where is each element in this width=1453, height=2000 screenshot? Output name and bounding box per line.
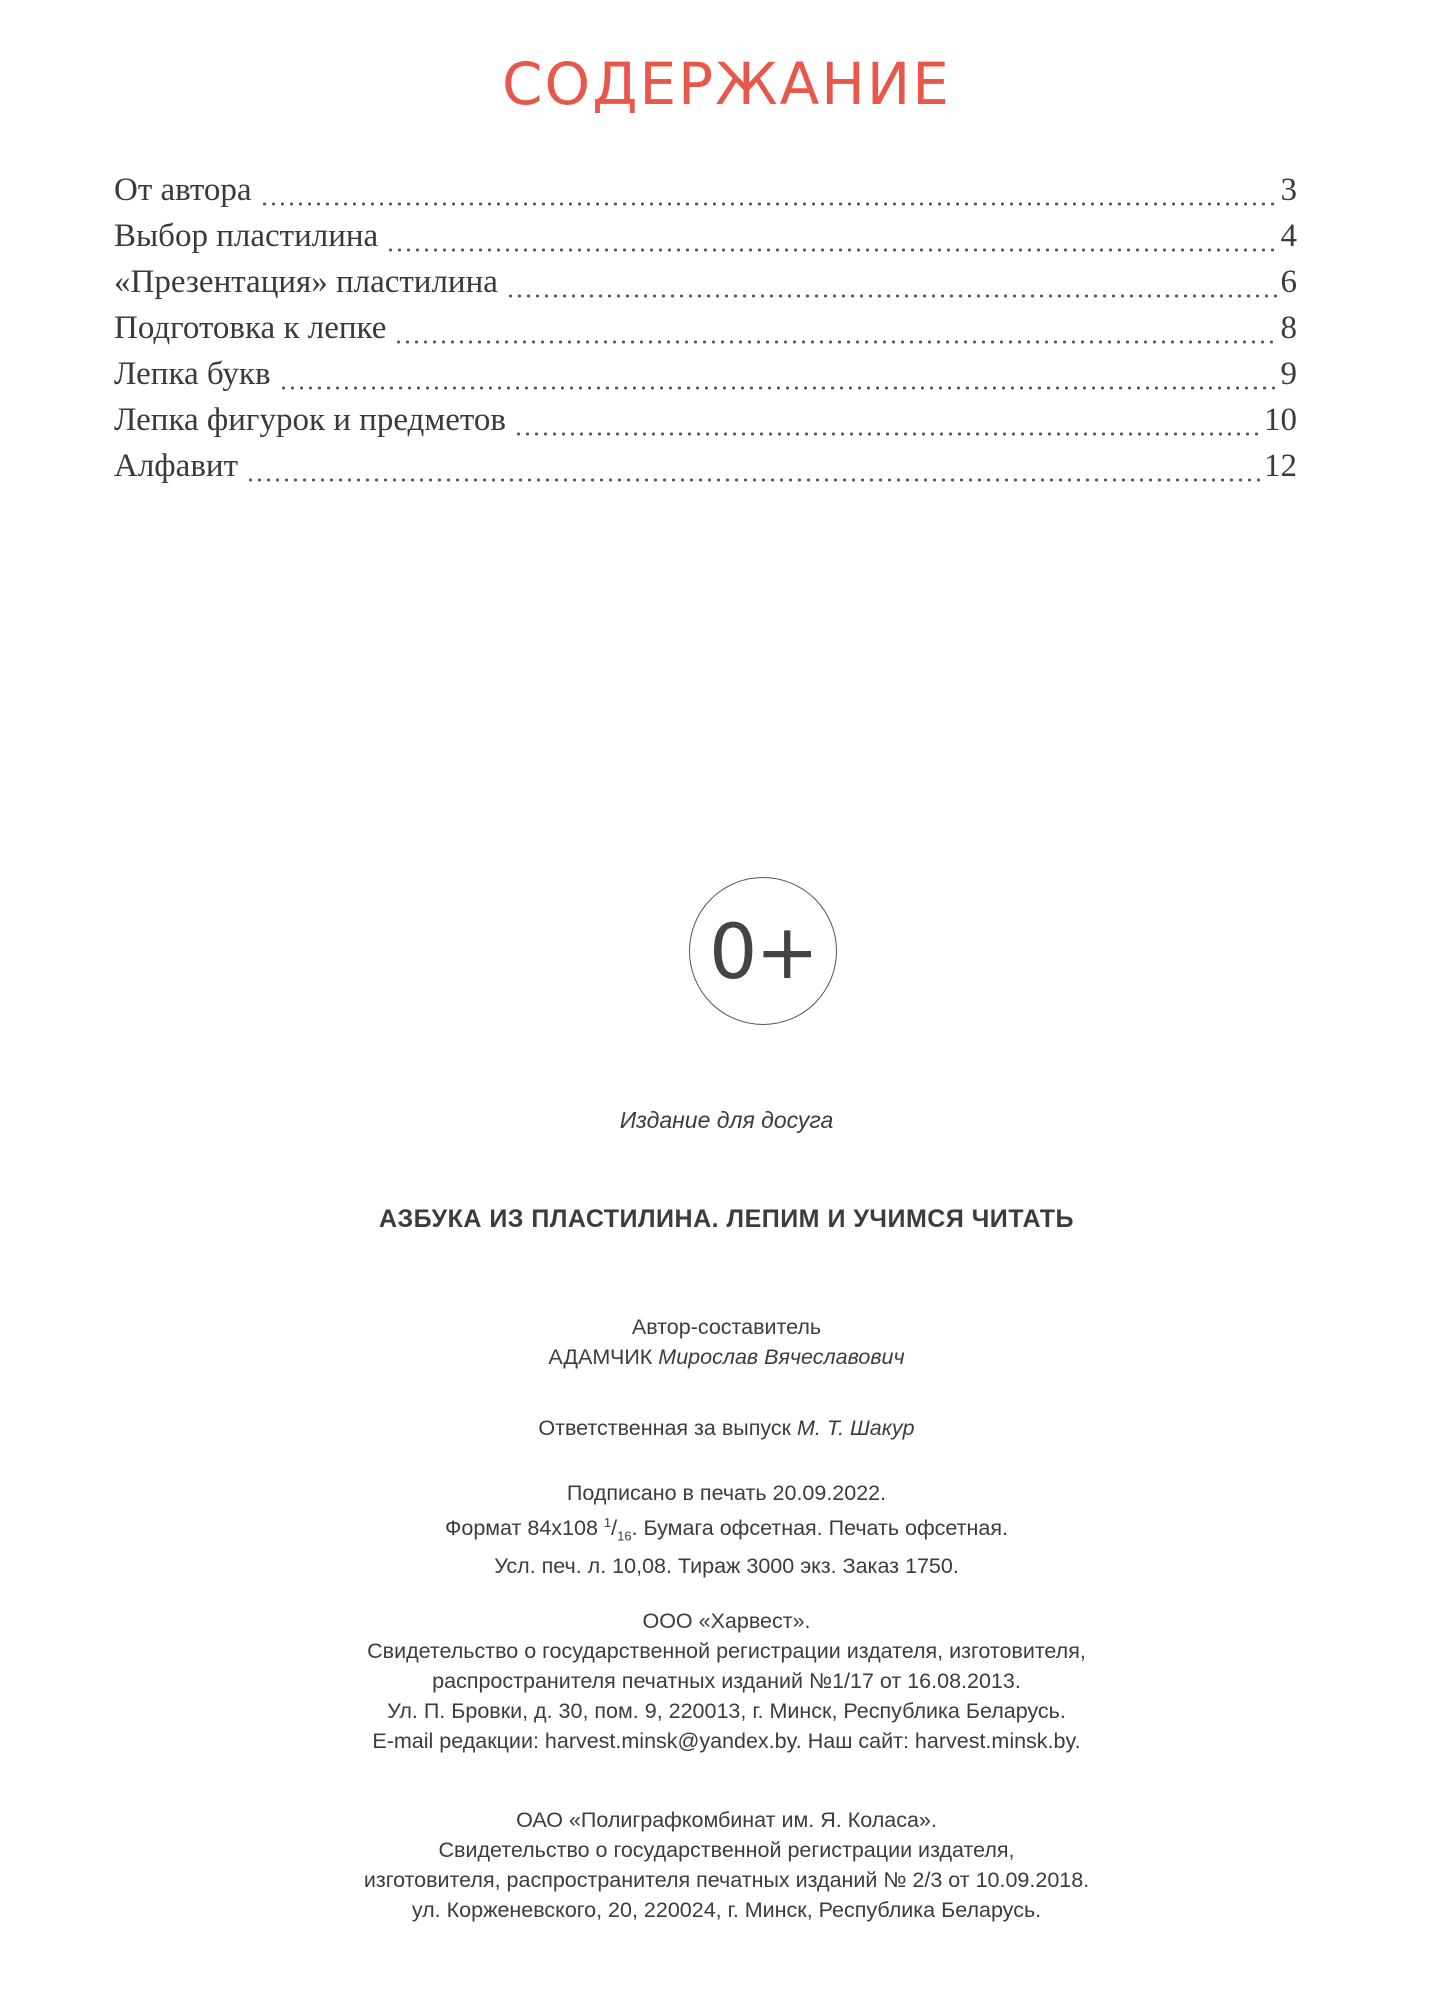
toc-entry-page: 8	[1280, 310, 1297, 346]
toc-entry[interactable]	[114, 218, 1297, 264]
publisher-contacts: E-mail редакции: harvest.minsk@yandex.by. Наш сайт: harvest.minsk.by.	[372, 1729, 1081, 1753]
print-specs: Усл. печ. л. 10,08. Тираж 3000 экз. Заказ 1750.	[494, 1554, 959, 1579]
toc-entry-label: Выбор пластилина	[114, 218, 379, 254]
dot-leader	[386, 248, 1278, 252]
toc-entry[interactable]	[114, 356, 1297, 402]
age-rating-badge: 0+	[689, 877, 837, 1025]
toc-entry[interactable]	[114, 310, 1297, 356]
toc-entry-label: «Презентация» пластилина	[114, 264, 498, 300]
dot-leader	[394, 340, 1278, 344]
author-credits	[0, 1312, 1453, 1372]
printer-cert-line-2: изготовителя, распространителя печатных изданий № 2/3 от 10.09.2018.	[363, 1868, 1090, 1892]
toc-entry-label: Лепка букв	[114, 356, 271, 392]
author-line	[0, 1342, 1453, 1372]
toc-entry[interactable]	[114, 402, 1297, 448]
printer-cert-line-1: Свидетельство о государственной регистрации издателя,	[438, 1838, 1015, 1862]
signed-to-print: Подписано в печать 20.09.2022.	[566, 1481, 887, 1505]
toc-entry-page: 9	[1280, 356, 1297, 392]
publisher-name: ООО «Харвест».	[642, 1609, 811, 1633]
author-name: Мирослав Вячеславович	[658, 1345, 905, 1369]
publisher-cert-line-2: распространителя печатных изданий №1/17 от 16.08.2013.	[432, 1669, 1021, 1693]
dot-leader	[506, 294, 1279, 298]
dot-leader	[279, 386, 1279, 390]
toc-entry-page: 10	[1264, 402, 1297, 438]
toc-entry-label: Алфавит	[114, 448, 238, 484]
author-role: Автор-составитель	[631, 1315, 822, 1339]
format-suffix: . Бумага офсетная. Печать офсетная.	[631, 1516, 1008, 1541]
responsible-editor	[0, 1413, 1453, 1443]
toc-entry-label: Подготовка к лепке	[114, 310, 387, 346]
format-denominator: 16	[617, 1528, 632, 1544]
toc-entry-page: 6	[1280, 264, 1297, 300]
toc-entry-page: 4	[1280, 218, 1297, 254]
publisher-address: Ул. П. Бровки, д. 30, пом. 9, 220013, г. Минск, Республика Беларусь.	[387, 1699, 1066, 1723]
format-prefix: Формат 84х108	[445, 1516, 598, 1541]
format-numerator: 1	[603, 1515, 612, 1530]
toc-entry-label: Лепка фигурок и предметов	[114, 402, 506, 438]
toc-entry[interactable]	[114, 172, 1297, 218]
author-surname: АДАМЧИК	[548, 1345, 653, 1369]
editor-name: М. Т. Шакур	[796, 1416, 915, 1440]
toc-entry-page: 12	[1264, 448, 1297, 484]
print-info	[0, 1478, 1453, 1581]
printer-info	[0, 1805, 1453, 1925]
toc-entry[interactable]	[114, 264, 1297, 310]
table-of-contents	[114, 172, 1297, 494]
publisher-cert-line-1: Свидетельство о государственной регистрации издателя, изготовителя,	[367, 1639, 1086, 1663]
editor-label: Ответственная за выпуск	[538, 1416, 791, 1440]
toc-entry-label: От автора	[114, 172, 252, 208]
printer-address: ул. Корженевского, 20, 220024, г. Минск, Республика Беларусь.	[411, 1898, 1042, 1922]
printer-name: ОАО «Полиграфкомбинат им. Я. Коласа».	[516, 1808, 937, 1832]
dot-leader	[246, 478, 1262, 482]
toc-title: СОДЕРЖАНИЕ	[502, 50, 951, 118]
format-fraction: $^1/_{16}$	[603, 1515, 632, 1544]
book-title: АЗБУКА ИЗ ПЛАСТИЛИНА. ЛЕПИМ И УЧИМСЯ ЧИТАТЬ	[378, 1205, 1075, 1233]
toc-entry-page: 3	[1280, 172, 1297, 208]
toc-entry[interactable]	[114, 448, 1297, 494]
dot-leader	[514, 432, 1262, 436]
edition-type: Издание для досуга	[619, 1107, 834, 1133]
dot-leader	[260, 202, 1279, 206]
format-line	[0, 1508, 1453, 1551]
publisher-info	[0, 1606, 1453, 1756]
